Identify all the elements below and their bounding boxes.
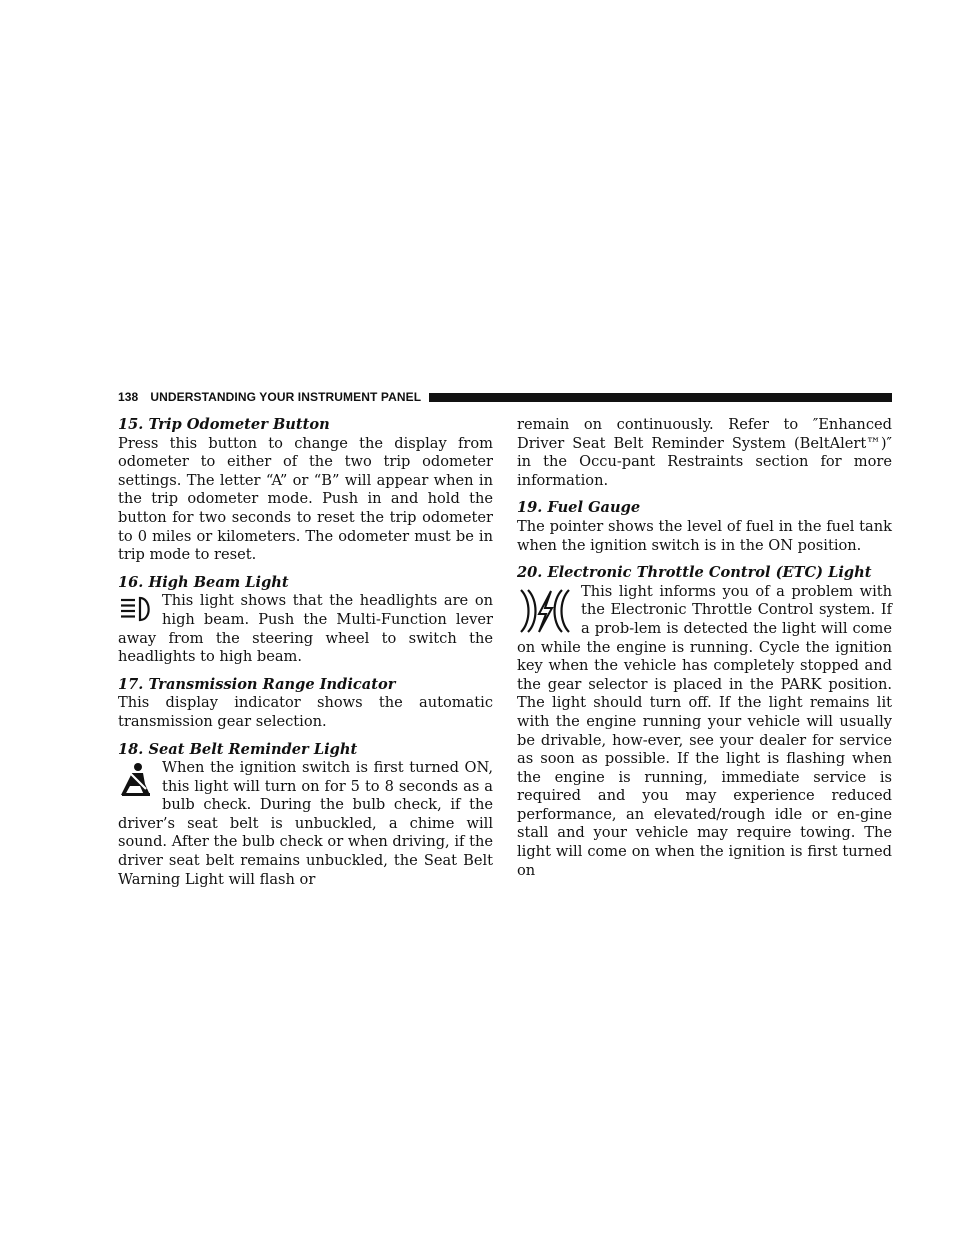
heading-etc-light: 20. Electronic Throttle Control (ETC) Light — [517, 564, 872, 582]
high-beam-icon — [118, 595, 154, 623]
left-column — [118, 416, 493, 889]
header-rule — [429, 393, 892, 402]
body-transmission-range: This display indicator shows the automatic transmission gear selection. — [118, 694, 493, 730]
heading-fuel-gauge: 19. Fuel Gauge — [517, 499, 641, 517]
right-column — [517, 416, 892, 880]
heading-trip-odometer: 15. Trip Odometer Button — [118, 416, 330, 433]
section-title: UNDERSTANDING YOUR INSTRUMENT PANEL — [150, 390, 422, 404]
etc-throttle-icon — [517, 586, 573, 636]
heading-high-beam: 16. High Beam Light — [118, 573, 289, 591]
body-trip-odometer: Press this button to change the display from odometer to either of the two trip odometer settings. The letter “A” or “B” will appear when in the trip odometer mode. Push in and hold the button for two seconds to reset the trip odometer to 0 miles or kilometers. The odometer must be in trip mode to reset. — [118, 434, 493, 564]
page-number: 138 — [118, 390, 139, 404]
heading-seat-belt: 18. Seat Belt Reminder Light — [118, 740, 358, 758]
body-etc-light: This light informs you of a problem with the Electronic Throttle Control system. If a prob-lem is detected the light will come on while the engine is running. Cycle the ignition key when the vehicle has completely stopped and the gear selector is placed in the PARK position. The light should turn off. If the light remains lit with the engine running your vehicle will usually be drivable, how-ever, see your dealer for service as soon as possible. If the light is flashing when the engine is running, immediate service is required and you may experience reduced performance, an elevated/rough idle or en-gine stall and your vehicle may require towing. The light will come on when the ignition is first turned on — [517, 582, 892, 879]
body-fuel-gauge: The pointer shows the level of fuel in the fuel tank when the ignition switch is in the ON position. — [517, 517, 892, 554]
page-header — [118, 389, 892, 405]
seat-belt-icon — [118, 762, 154, 798]
heading-transmission-range: 17. Transmission Range Indicator — [118, 675, 396, 693]
body-high-beam: This light shows that the headlights are on high beam. Push the Multi-Function lever away from the steering wheel to switch the headlights to high beam. — [118, 592, 493, 666]
body-seat-belt: When the ignition switch is first turned ON, this light will turn on for 5 to 8 seconds as a bulb check. During the bulb check, if the driver’s seat belt is unbuckled, a chime will sound. After the bulb check or when driving, if the driver seat belt remains unbuckled, the Seat Belt Warning Light will flash or — [118, 759, 493, 888]
body-continued: remain on continuously. Refer to ″Enhanced Driver Seat Belt Reminder System (BeltAlert™)″ in the Occu-pant Restraints section for more information. — [517, 416, 892, 489]
